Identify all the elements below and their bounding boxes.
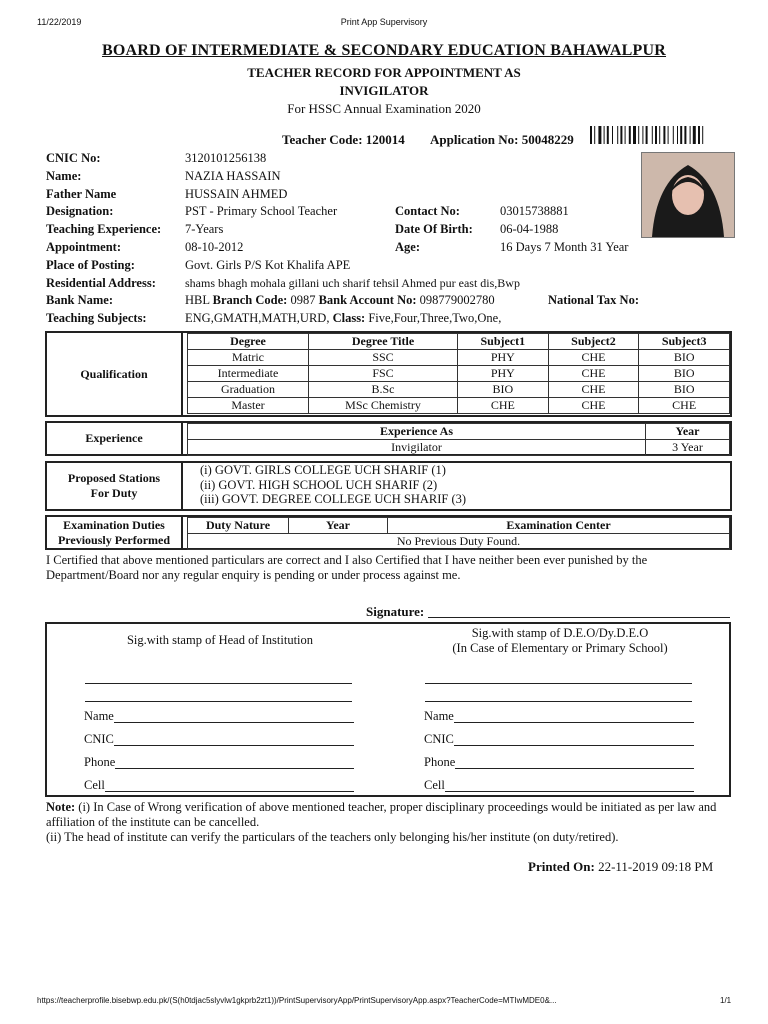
barcode-bar — [594, 126, 595, 144]
barcode-bar — [673, 126, 674, 144]
teacher-details: CNIC No: 3120101256138 Name: NAZIA HASSAIN Father Name HUSSAIN AHMED Designation: PST - Primary School Teacher Contact No: 03015738881 Teaching Experience: 7-Years Date Of Birth: 06-04-1988 Appointment: 08-10-2012 Age: 16 Days 7 Month 31 Year Place of Posting: Govt. Girls P/S Kot Khalifa APE Residential Address: shams bhagh mohala gillani uch sharif tehsil Ahmed pur east dis,Bwp Bank Name: HBL Branch Code: 0987 Bank Account No: 098779002780 National Tax No: Teaching Subjects: ENG,GMATH,MATH,URD, Class: Five,Four,Three,Two,One, — [46, 151, 639, 326]
barcode-bar — [607, 126, 609, 144]
barcode-bar — [598, 126, 601, 144]
barcode-bar — [677, 126, 678, 144]
barcode-bar — [652, 126, 653, 144]
barcode-bar — [668, 126, 669, 144]
table-row: Master MSc Chemistry CHE CHE CHE — [188, 398, 730, 414]
print-url: https://teacherprofile.bisebwp.edu.pk/(S(h0tdjac5slyvlw1gkprb2zt1))/PrintSupervisoryApp/PrintSupervisoryApp.aspx?TeacherCode=MTIwMDE0&... — [37, 996, 557, 1005]
barcode-bar — [620, 126, 622, 144]
table-row: Intermediate FSC PHY CHE BIO — [188, 366, 730, 382]
teacher-code: Teacher Code: 120014 — [282, 132, 405, 147]
barcode-bar — [663, 126, 665, 144]
note: Note: (i) In Case of Wrong verification of above mentioned teacher, proper disciplinary proceedings would be initiated as per law and affiliation of the institute can be cancelled. (ii) The head of institute can verify the particulars of the teachers only belonging his/her institute (on duty/retired). — [46, 800, 717, 844]
teacher-photo — [641, 152, 735, 238]
head-stamp-fields: Name CNIC Phone Cell — [84, 709, 354, 801]
barcode-bar — [604, 126, 605, 144]
barcode-bar — [690, 126, 691, 144]
barcode-bar — [655, 126, 657, 144]
barcode-bar — [642, 126, 643, 144]
deo-stamp-line-2 — [425, 701, 692, 702]
table-row: Invigilator 3 Year — [188, 440, 730, 456]
duties-label: Examination Duties Previously Performed — [45, 515, 183, 550]
experience-table — [187, 423, 730, 456]
record-title: TEACHER RECORD FOR APPOINTMENT AS — [247, 65, 521, 80]
qualification-label: Qualification — [45, 331, 183, 417]
barcode-bar — [702, 126, 703, 144]
role-title: INVIGILATOR — [339, 83, 429, 98]
deo-stamp-title: Sig.with stamp of D.E.O/Dy.D.E.O (In Case of Elementary or Primary School) — [452, 626, 668, 655]
list-item: (i) GOVT. GIRLS COLLEGE UCH SHARIF (1) — [200, 463, 446, 477]
barcode-bar — [617, 126, 618, 144]
table-header-row: Experience As Year — [188, 424, 730, 440]
head-stamp-line-2 — [85, 701, 352, 702]
table-header-row: Duty Nature Year Examination Center — [188, 518, 730, 534]
table-row: No Previous Duty Found. — [188, 534, 730, 550]
head-stamp-line-1 — [85, 683, 352, 684]
deo-stamp-line-1 — [425, 683, 692, 684]
stations-label: Proposed Stations For Duty — [45, 461, 183, 511]
print-date: 11/22/2019 — [37, 17, 82, 27]
table-row: Graduation B.Sc BIO CHE BIO — [188, 382, 730, 398]
printed-on: Printed On: 22-11-2019 09:18 PM — [528, 859, 714, 874]
print-page-title: Print App Supervisory — [340, 17, 428, 27]
exam-title: For HSSC Annual Examination 2020 — [287, 101, 481, 116]
board-title: BOARD OF INTERMEDIATE & SECONDARY EDUCATION BAHAWALPUR — [101, 42, 667, 59]
certification-text: I Certified that above mentioned particulars are correct and I also Certified that I have neither been ever punished by the Department/Board nor any regular enquiry is pending or under process against me. — [46, 553, 648, 582]
list-item: (ii) GOVT. HIGH SCHOOL UCH SHARIF (2) — [200, 477, 438, 492]
qualification-frame — [183, 331, 732, 417]
table-header-row: Degree Degree Title Subject1 Subject2 Subject3 — [188, 334, 730, 350]
barcode-bar — [629, 126, 631, 144]
experience-label: Experience — [45, 421, 183, 456]
stations-list — [200, 463, 466, 507]
deo-stamp-fields: Name CNIC Phone Cell — [424, 709, 694, 801]
application-no: Application No: 50048229 — [430, 132, 574, 147]
duties-table — [187, 517, 730, 550]
barcode-bar — [684, 126, 686, 144]
signature-label: Signature: — [366, 604, 425, 619]
barcode-bar — [625, 126, 626, 144]
table-row: Matric SSC PHY CHE BIO — [188, 350, 730, 366]
barcode-bar — [633, 126, 636, 144]
barcode-bar — [590, 126, 592, 144]
barcode-bar — [698, 126, 700, 144]
barcode-bar — [612, 126, 613, 144]
barcode-bar — [659, 126, 660, 144]
head-stamp-title: Sig.with stamp of Head of Institution — [126, 633, 314, 647]
list-item: (iii) GOVT. DEGREE COLLEGE UCH SHARIF (3) — [200, 492, 467, 506]
barcode-bar — [680, 126, 682, 144]
signature-line — [428, 617, 730, 618]
barcode-bar — [638, 126, 639, 144]
barcode-icon — [590, 126, 730, 144]
barcode-bar — [693, 126, 696, 144]
print-page-number: 1/1 — [720, 996, 732, 1005]
barcode-bar — [646, 126, 648, 144]
